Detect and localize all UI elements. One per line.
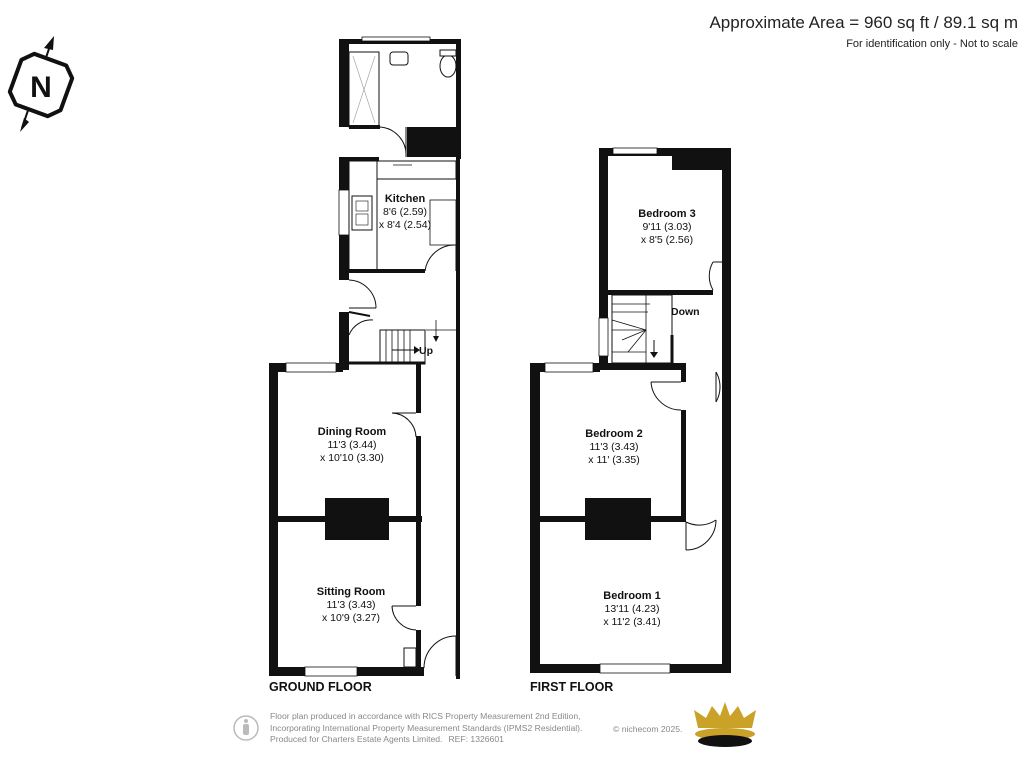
north-arrow-icon: [6, 36, 75, 132]
stairs-down-label: Down: [671, 306, 700, 318]
bedroom-2-dim-2: x 11' (3.35): [588, 454, 640, 466]
bedroom-1-dim-1: 13'11 (4.23): [604, 603, 660, 615]
bedroom-2-dim-1: 11'3 (3.43): [589, 441, 639, 453]
ground-floor-plan: [269, 37, 461, 694]
footer-line-3: [270, 734, 582, 746]
footer-agent: Produced for Charters Estate Agents Limited.: [270, 734, 443, 744]
first-floor-label: FIRST FLOOR: [530, 680, 614, 694]
bedroom-1-name: Bedroom 1: [603, 590, 661, 602]
footer-copyright: © nichecom 2025.: [613, 724, 683, 734]
approximate-area-title: Approximate Area = 960 sq ft / 89.1 sq m: [709, 13, 1018, 32]
footer-line-2: Incorporating International Property Measurement Standards (IPMS2 Residential).: [270, 722, 583, 733]
kitchen-dim-2: x 8'4 (2.54): [378, 219, 432, 231]
dining-room-dim-2: x 10'10 (3.30): [320, 452, 384, 464]
kitchen-name: Kitchen: [384, 193, 426, 205]
bedroom-3-name: Bedroom 3: [638, 208, 696, 220]
first-floor-plan: [530, 148, 731, 694]
dining-room-dim-1: 11'3 (3.44): [327, 439, 377, 451]
dining-room-name: Dining Room: [317, 426, 387, 438]
measurement-person-icon: [234, 716, 258, 740]
bedroom-1-dim-2: x 11'2 (3.41): [603, 616, 661, 628]
footer-ref: REF: 1326601: [448, 734, 504, 744]
kitchen-dim-1: 8'6 (2.59): [382, 206, 428, 218]
bedroom-3-dim-2: x 8'5 (2.56): [640, 234, 694, 246]
crown-logo: [694, 702, 756, 747]
footer-line-1: Floor plan produced in accordance with RICS Property Measurement 2nd Edition,: [270, 711, 581, 721]
bedroom-2-name: Bedroom 2: [585, 428, 643, 440]
compass-letter: N: [30, 71, 52, 104]
footer-legal-text: [270, 711, 582, 746]
sitting-room-dim-1: 11'3 (3.43): [326, 599, 376, 611]
sitting-room-name: Sitting Room: [316, 586, 386, 598]
stairs-up-label: Up: [419, 345, 433, 357]
bedroom-3-dim-1: 9'11 (3.03): [642, 221, 692, 233]
ground-floor-label: GROUND FLOOR: [269, 680, 372, 694]
sitting-room-dim-2: x 10'9 (3.27): [321, 612, 381, 624]
scale-disclaimer: For identification only - Not to scale: [846, 38, 1018, 50]
